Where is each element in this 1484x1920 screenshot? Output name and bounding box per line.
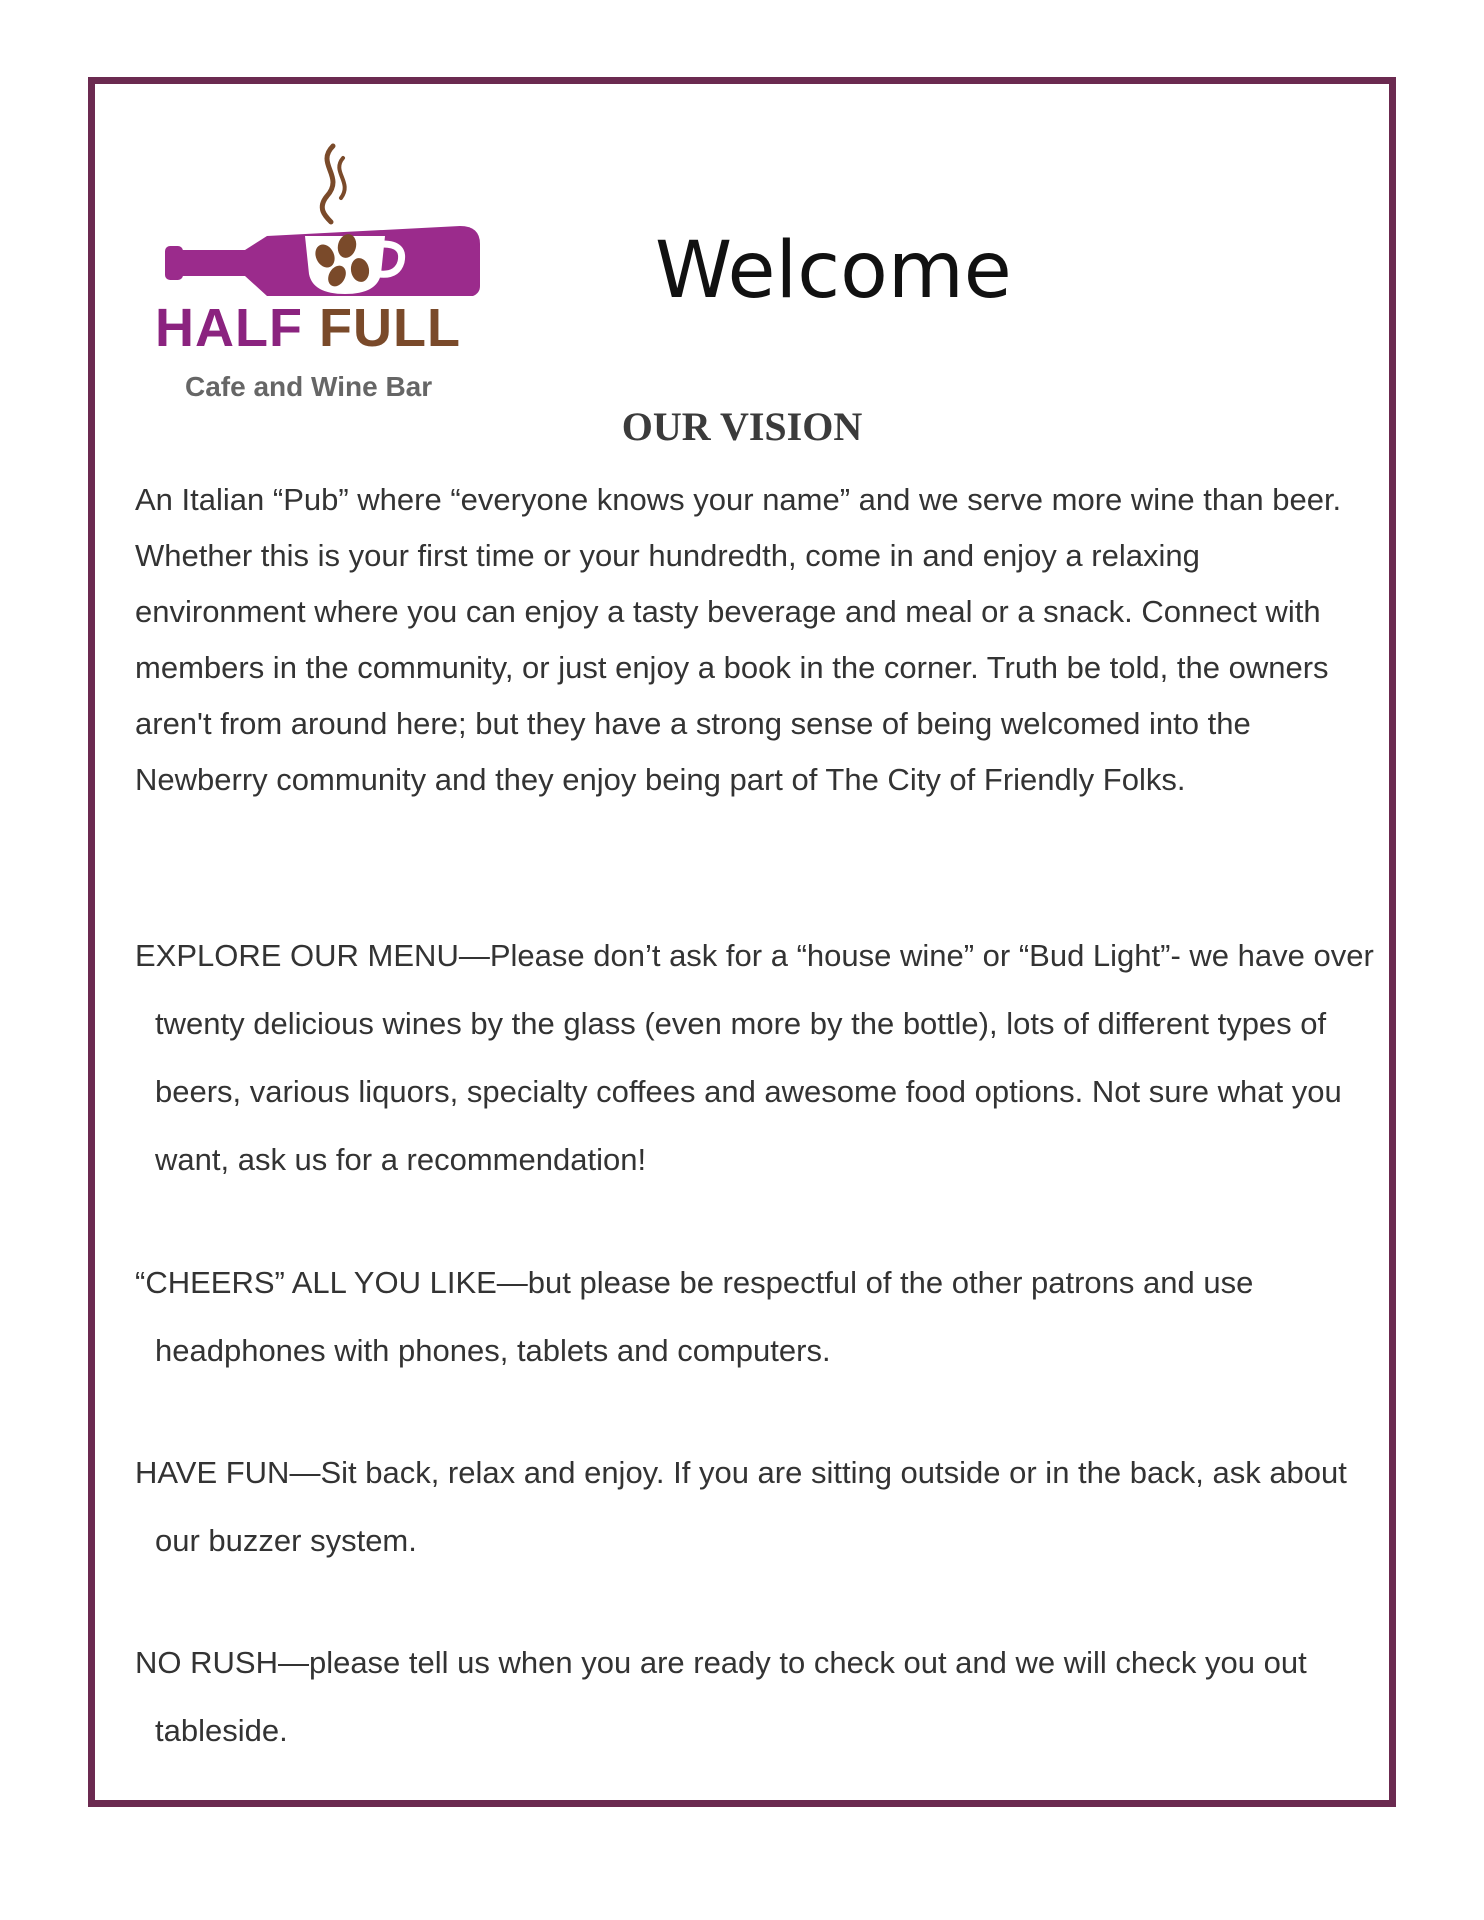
- wine-bottle-coffee-cup-icon: [155, 136, 495, 296]
- page-border-frame: [88, 77, 1396, 1807]
- vision-paragraph: An Italian “Pub” where “everyone knows your name” and we serve more wine than beer. Whether this is your first time or your hundredth, come in and enjoy a relaxing environment where you can enjoy a tasty beverage and meal or a snack. Connect with members in the community, or just enjoy a book in the corner. Truth be told, the owners aren't from around here; but they have a strong sense of being welcomed into the Newberry community and they enjoy being part of The City of Friendly Folks.: [135, 482, 1342, 797]
- welcome-title: Welcome: [655, 226, 1012, 316]
- rule-cheers: “CHEERS” ALL YOU LIKE—but please be respectful of the other patrons and use headphones with phones, tablets and computers.: [135, 1265, 1254, 1368]
- brand-tagline: Cafe and Wine Bar: [185, 371, 433, 402]
- half-full-logo: [155, 136, 495, 406]
- vision-heading: OUR VISION: [621, 404, 863, 449]
- brand-name: [155, 298, 461, 358]
- rule-no-rush: NO RUSH—please tell us when you are ready to check out and we will check you out tableside.: [135, 1645, 1307, 1748]
- brand-name-half: HALF: [155, 298, 303, 358]
- brand-name-full: FULL: [318, 298, 461, 358]
- rule-have-fun: HAVE FUN—Sit back, relax and enjoy. If you are sitting outside or in the back, ask about our buzzer system.: [135, 1455, 1347, 1558]
- rule-explore-menu: EXPLORE OUR MENU—Please don’t ask for a “house wine” or “Bud Light”- we have over twenty delicious wines by the glass (even more by the bottle), lots of different types of beers, various liquors, specialty coffees and awesome food options. Not sure what you want, ask us for a recommendation!: [135, 938, 1374, 1177]
